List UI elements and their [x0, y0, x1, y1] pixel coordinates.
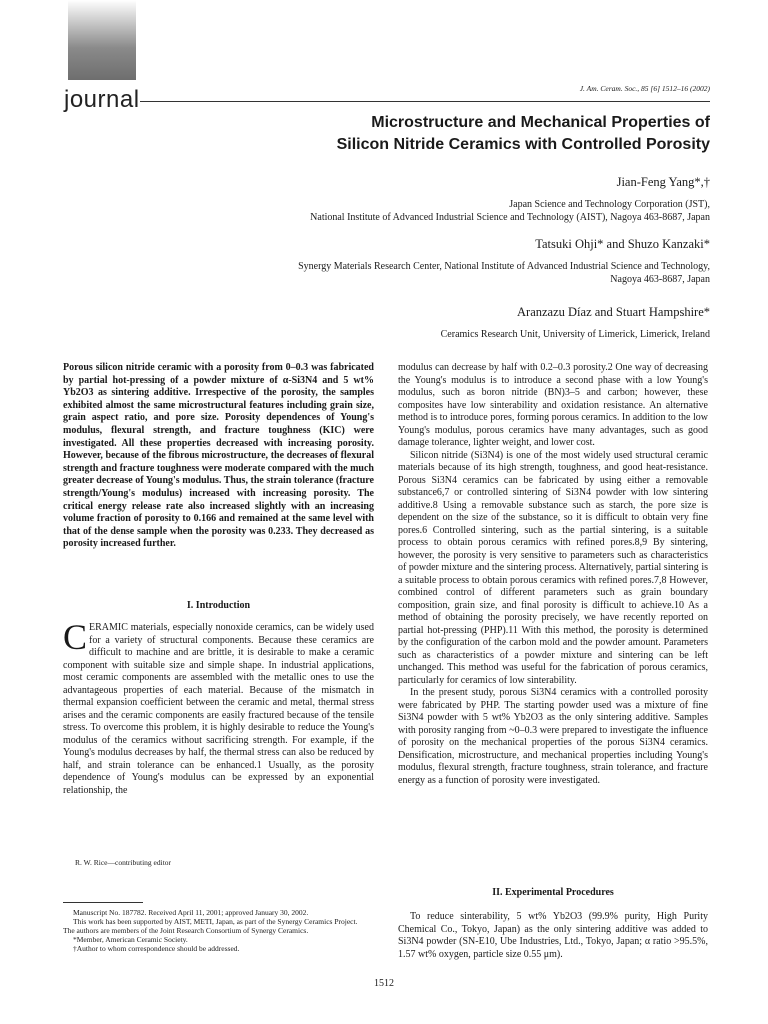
- paragraph: To reduce sinterability, 5 wt% Yb2O3 (99.9% purity, High Purity Chemical Co., Tokyo, Japan) as the only sintering additive was added to Si3N4 powder (SN-E10, Ube Industries, Ltd., Tokyo, Japan; α ratio >95.5%, 1.57 wt% oxygen, particle size 0.55 μm).: [398, 911, 708, 960]
- citation: J. Am. Ceram. Soc., 85 [6] 1512–16 (2002): [579, 84, 710, 93]
- affiliation-line: National Institute of Advanced Industrial Science and Technology (AIST), Nagoya 463-8687, Japan: [310, 212, 710, 223]
- small-caps-word: ERAMIC: [89, 622, 128, 633]
- footnote-rule: [63, 902, 143, 903]
- drop-cap: C: [63, 617, 88, 657]
- title-line-2: Silicon Nitride Ceramics with Controlled Porosity: [336, 136, 710, 153]
- right-column-text: [398, 362, 708, 787]
- section-heading-introduction: I. Introduction: [186, 600, 251, 611]
- affiliation-line: Japan Science and Technology Corporation (JST),: [509, 198, 710, 210]
- paragraph: Silicon nitride (Si3N4) is one of the most widely used structural ceramic materials because of its high strength, toughness, and good heat-resistance. Porous Si3N4 ceramics can be fabricated by using either a removable substance6,7 or controlled sintering of Si3N4 powder with low sintering additive.8 Using a removable substance such as starch, the pore size is dependent on the size of the substance, so it is difficult to obtain very fine pores.6 Controlled sintering, such as the partial sintering, is a suitable process to obtain porous ceramics with refined pores.8,9 By sintering, however, the porosity is very sensitive to parameters such as characteristics of powder mixture and the sintering process. Alternatively, partial sintering is a suitable process to obtain porous ceramics with refined pores.7,8 However, combined control of different parameters such as grain boundary composition, grain size, and final porosity is difficult to achieve.10 As a method of obtaining the porosity precisely, we have recently reported on partial hot-pressing (PHP).11 With this method, the porosity is determined by the configuration of the carbon mold and the powder amount. Parameters such as characteristics of a powder mixture and sintering can be left unchanged. This method was useful for the fabrication of porous ceramics, particularly for ceramics of low sinterability.: [398, 449, 708, 686]
- experimental-paragraph: [398, 911, 708, 961]
- affiliation-line: Synergy Materials Research Center, National Institute of Advanced Industrial Science and Technology,: [298, 260, 710, 272]
- footnote-member: *Member, American Ceramic Society.: [73, 935, 188, 944]
- journal-logo: journal: [64, 86, 140, 113]
- author-names: Aranzazu Díaz and Stuart Hampshire*: [517, 305, 710, 319]
- header-rule: [140, 101, 710, 102]
- editor-note: R. W. Rice—contributing editor: [75, 858, 172, 867]
- author-names: Jian-Feng Yang*,†: [616, 175, 710, 189]
- footnotes: [63, 908, 368, 953]
- affiliation-line: Nagoya 463-8687, Japan: [610, 274, 710, 285]
- paragraph: In the present study, porous Si3N4 ceramics with a controlled porosity were fabricated by PHP. The starting powder used was a mixture of fine Si3N4 powder with 5 wt% Yb2O3 as the only sintering additive. Samples with porosity ranging from ~0–0.3 were prepared to investigate the influence of porosity on the mechanical properties of the porous Si3N4 ceramics. Densification, microstructure, and mechanical properties including Young's modulus, flexural strength, fracture toughness, strain tolerance, and fracture energy as a function of porosity were investigated.: [398, 687, 708, 786]
- intro-text: materials, especially nonoxide ceramics, can be widely used for a variety of structural components. Because these ceramics are difficult to machine and are brittle, it is desirable to make a ceramic component with suitable size and simple shape. In industrial applications, most ceramic components are assembled with the metallic ones to use the advantageous properties of each material. Because of the mismatch in thermal expansion coefficient between the ceramic and metal, thermal stress arises and the ceramic components are easily fractured because of the tensile stress. To overcome this problem, it is highly desirable to reduce the Young's modulus of the ceramics without sacrificing strength. For example, if the Young's modulus decreases by half, the thermal stress can also be reduced by half, and strain tolerance can be enhanced.1 Usually, as the porosity dependence of Young's modulus can be expressed by an exponential relationship, the: [63, 622, 374, 796]
- author-names: Tatsuki Ohji* and Shuzo Kanzaki*: [535, 237, 710, 251]
- paragraph: modulus can decrease by half with 0.2–0.3 porosity.2 One way of decreasing the Young's modulus is to introduce a second phase with a low Young's modulus, such as boron nitride (BN)3–5 and carbon; however, these composites have low sinterability and oxidation resistance. An alternative method is to introduce pores, forming porous ceramics. In addition to the low Young's modulus, porous ceramics have many advantages, such as good damage tolerance, lighter weight, and lower cost.: [398, 362, 708, 448]
- affiliation-line: Ceramics Research Unit, University of Limerick, Limerick, Ireland: [440, 328, 710, 340]
- section-heading-experimental: II. Experimental Procedures: [492, 887, 614, 898]
- introduction-paragraph: [63, 617, 374, 797]
- footnote-support: This work has been supported by AIST, METI, Japan, as part of the Synergy Ceramics Project. The authors are members of the Joint Research Consortium of Synergy Ceramics.: [63, 917, 358, 935]
- abstract: Porous silicon nitride ceramic with a porosity from 0–0.3 was fabricated by partial hot-pressing of a powder mixture of α-Si3N4 and 5 wt% Yb2O3 as sintering additive. Irrespective of the porosity, the samples exhibited almost the same microstructural features including grain size, grain aspect ratio, and pore size. Porosity dependences of Young's modulus, flexural strength, and fracture toughness (KIC) were investigated. All these properties decreased with increasing porosity. However, because of the fibrous microstructure, the decreases of flexural strength and fracture toughness were moderate compared with the much greater decrease of Young's modulus. Thus, the strain tolerance (fracture strength/Young's modulus) increased with increasing porosity. The critical energy release rate also increased slightly with an increasing volume fraction of porosity to 0.166 and remained at the same level with that of the dense sample when the porosity was 0.233. They decreased as porosity increased further.: [63, 362, 374, 550]
- author-block-2: [298, 238, 710, 287]
- page-number: 1512: [374, 978, 394, 989]
- header-gray-band: [68, 0, 136, 80]
- footnote-manuscript: Manuscript No. 187782. Received April 11, 2001; approved January 30, 2002.: [73, 908, 309, 917]
- author-block-3: [441, 306, 710, 341]
- footnote-correspondence: †Author to whom correspondence should be addressed.: [73, 944, 240, 953]
- author-block-1: [310, 176, 710, 225]
- title-line-1: Microstructure and Mechanical Properties of: [371, 114, 710, 131]
- paper-title: [190, 112, 710, 156]
